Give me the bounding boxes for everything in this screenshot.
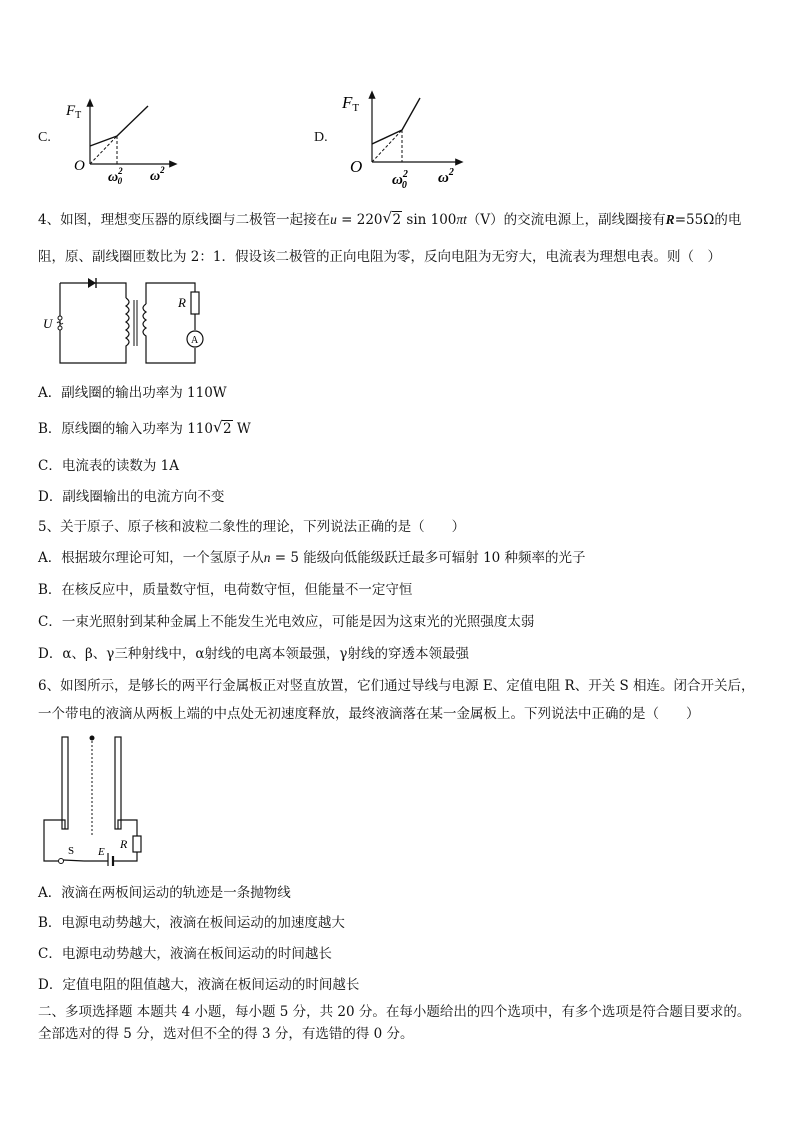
graph-c-x-tick: $\omega^2$ 0 [108, 166, 123, 186]
graph-d-y-label: FT [342, 93, 360, 114]
option-sqrt: √ 2 [213, 419, 233, 439]
q6-circuit-r-label: R [120, 837, 128, 851]
graph-c-x-label: $\omega^2$ [150, 165, 165, 184]
q4-option-c[interactable] [38, 456, 179, 476]
option-text: 定值电阻的阻值越大，液滴在板间运动的时间越长 [62, 977, 360, 993]
q6-stem-line-1: 6、如图所示，是够长的两平行金属板正对竖直放置，它们通过导线与电源 E、定值电阻 R、开关 S 相连。闭合开关后， [38, 678, 755, 694]
option-letter: C． [38, 458, 62, 474]
option-letter: D． [38, 646, 63, 662]
ac-source-icon [57, 316, 63, 330]
q4-stem-text-2: （V）的交流电源上，副线圈接有 [466, 212, 666, 228]
q6-option-b[interactable] [38, 913, 345, 933]
option-letter: B． [38, 582, 62, 598]
option-text: α、β、γ三种射线中，α射线的电离本领最强，γ射线的穿透本领最强 [62, 646, 470, 662]
graph-c-y-label: $F_T$ [66, 103, 82, 121]
q4-formula-sin: sin 100 [402, 212, 457, 228]
graph-c [62, 92, 182, 187]
q4-circuit-a-label: A [191, 335, 199, 346]
option-text: 根据玻尔理论可知，一个氢原子从 [61, 550, 264, 566]
graph-d-dashed-line [372, 130, 402, 162]
q4-transformer-circuit [40, 278, 210, 370]
option-letter: B． [38, 421, 62, 437]
q6-option-a[interactable] [38, 883, 291, 903]
graph-d-segment-1 [372, 130, 402, 144]
option-text: 一束光照射到某种金属上不能发生光电效应，可能是因为这束光的光照强度太弱 [61, 614, 535, 630]
option-letter: A． [38, 550, 62, 566]
graph-d-segment-2 [402, 98, 420, 130]
q5-option-c[interactable] [38, 612, 534, 632]
graph-d-x-label: $\omega^2$ [438, 167, 454, 186]
right-plate [115, 737, 121, 829]
q6-option-d[interactable] [38, 975, 359, 995]
section-2-line-2: 全部选对的得 5 分，选对但不全的得 3 分，有选错的得 0 分。 [38, 1026, 414, 1042]
q4-circuit-r-label: R [178, 295, 186, 310]
option-letter: A． [38, 385, 62, 401]
q6-plates-circuit [40, 732, 150, 866]
option-text: 电流表的读数为 1A [61, 458, 179, 474]
option-var-n: n [263, 550, 271, 565]
q6-stem-line-2: 一个带电的液滴从两板上端的中点处无初速度释放，最终液滴落在某一金属板上。下列说法中正确的是（ ） [38, 706, 700, 722]
left-plate [62, 737, 68, 829]
q4-r-symbol: R [665, 212, 675, 227]
option-letter: C． [38, 946, 62, 962]
option-unit: W [232, 421, 251, 437]
resistor-icon [133, 836, 141, 852]
q4-stem-text-3: 的电 [714, 212, 742, 228]
q4-option-d[interactable] [38, 487, 224, 507]
q4-stem-line-1 [38, 210, 741, 230]
q6-circuit-s-label: S [68, 845, 75, 857]
graph-c-origin: O [74, 158, 85, 174]
graph-c-segment-1 [90, 136, 117, 146]
primary-coil-icon [126, 298, 129, 348]
option-text: 副线圈的输出功率为 110W [61, 385, 227, 401]
graph-d-label: D. [314, 130, 328, 145]
switch-icon [59, 859, 85, 864]
option-text: 在核反应中，质量数守恒，电荷数守恒，但能量不一定守恒 [61, 582, 413, 598]
q4-formula-u: u [330, 212, 337, 227]
q5-option-d[interactable] [38, 644, 469, 664]
q6-option-c[interactable] [38, 944, 332, 964]
option-letter: B． [38, 915, 62, 931]
option-eq: = 5 [270, 550, 304, 566]
option-text: 电源电动势越大，液滴在板间运动的加速度越大 [61, 915, 345, 931]
q4-formula-pit: πt [456, 212, 467, 227]
option-text: 液滴在两板间运动的轨迹是一条抛物线 [61, 885, 291, 901]
q5-option-a[interactable] [38, 548, 586, 568]
q4-r-value: =55Ω [674, 212, 715, 228]
option-text: 原线圈的输入功率为 110 [61, 421, 213, 437]
graph-c-segment-2 [117, 106, 148, 136]
diode-icon [88, 278, 96, 288]
q6-circuit-e-label: E [98, 846, 105, 858]
option-text: 副线圈输出的电流方向不变 [62, 489, 225, 505]
option-letter: C． [38, 614, 62, 630]
q4-stem-line-2: 阻，原、副线圈匝数比为 2：1．假设该二极管的正向电阻为零，反向电阻为无穷大，电流表为理想电表。则（ ） [38, 249, 721, 265]
graph-d-x-tick: $\omega^2$ 0 [392, 169, 408, 191]
secondary-coil-icon [143, 304, 146, 342]
battery-icon [108, 853, 113, 866]
graph-d-origin: O [350, 157, 363, 176]
option-text-2: 能级向低能级跃迁最多可辐射 10 种频率的光子 [303, 550, 586, 566]
q4-stem-text: 4、如图，理想变压器的原线圈与二极管一起接在 [38, 212, 331, 228]
q4-option-a[interactable] [38, 383, 227, 403]
q5-stem: 5、关于原子、原子核和波粒二象性的理论，下列说法正确的是（ ） [38, 519, 466, 535]
q5-option-b[interactable] [38, 580, 412, 600]
graph-d [338, 86, 466, 192]
option-text: 电源电动势越大，液滴在板间运动的时间越长 [61, 946, 332, 962]
option-letter: D． [38, 489, 63, 505]
option-letter: D． [38, 977, 63, 993]
graph-c-label: C. [38, 130, 51, 145]
option-letter: A． [38, 885, 62, 901]
q4-formula-sqrt: √ 2 [383, 210, 403, 230]
q4-formula-eq: = 220 [336, 212, 383, 228]
q4-option-b[interactable] [38, 419, 251, 439]
droplet-icon [90, 736, 95, 741]
resistor-icon [191, 292, 199, 314]
q4-circuit-u-label: U [43, 316, 53, 331]
graph-c-dashed-line [90, 136, 117, 164]
section-2-line-1: 二、多项选择题 本题共 4 小题，每小题 5 分，共 20 分。在每小题给出的四个选项中，有多个选项是符合题目要求的。 [38, 1004, 751, 1020]
